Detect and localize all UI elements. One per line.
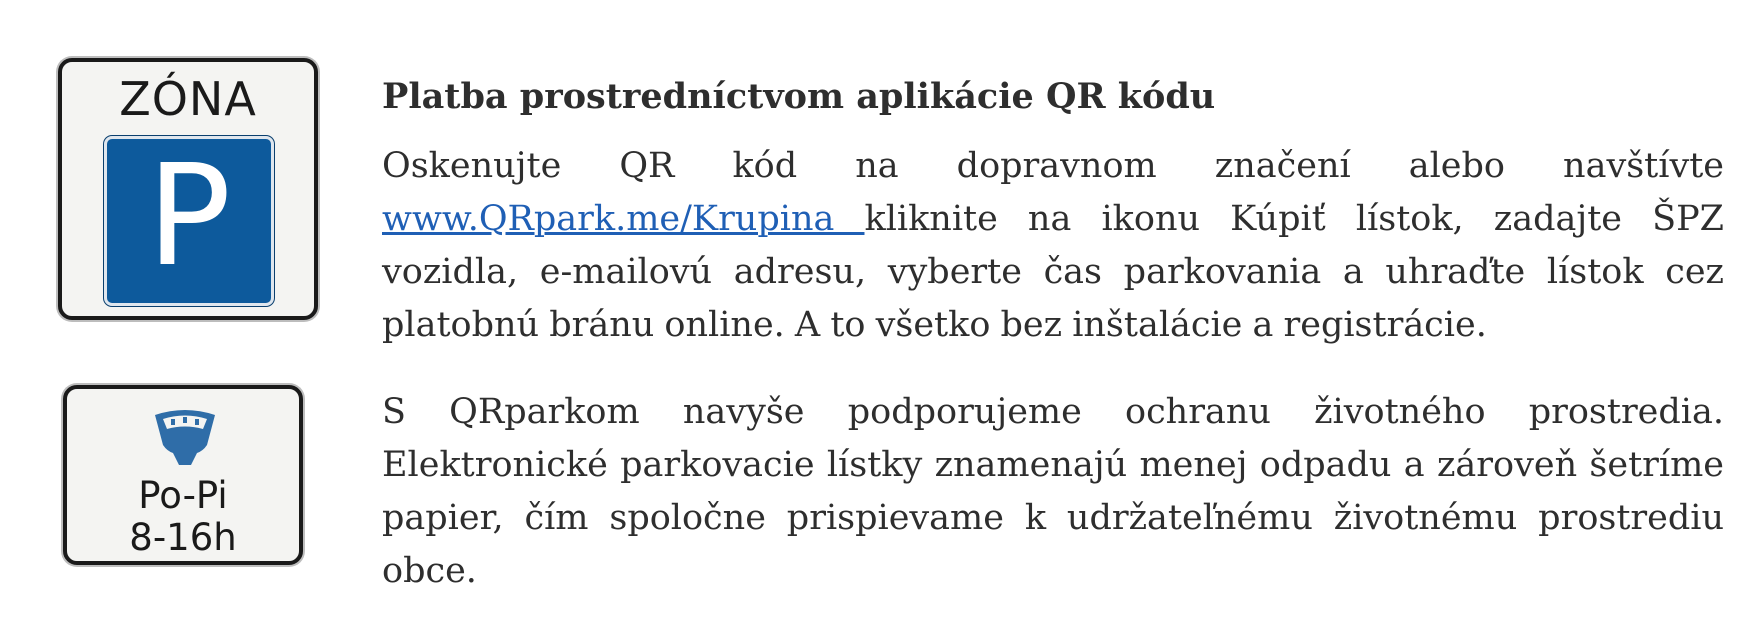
paragraph-environment: S QRparkom navyše podporujeme ochranu životného prostredia. Elektronické parkovacie lístky znamenajú menej odpadu a zároveň šetríme papier, čím spoločne prispievame k udržateľnému životnému prostrediu obce.	[382, 392, 1724, 591]
parking-p-icon	[104, 136, 274, 306]
page-title: Platba prostredníctvom aplikácie QR kódu	[382, 76, 1216, 117]
paragraph-text-before-link: Oskenujte QR kód na dopravnom značení alebo navštívte	[382, 146, 1724, 186]
parking-zone-sign	[58, 58, 318, 320]
parking-hours-sign	[63, 385, 303, 565]
parking-hours: 8-16h	[129, 516, 237, 559]
payment-info	[382, 76, 1724, 598]
parking-p-letter: P	[146, 135, 232, 298]
parking-meter-icon	[151, 407, 219, 467]
parking-days: Po-Pi	[138, 474, 228, 517]
zone-label: ZÓNA	[119, 72, 257, 126]
qrpark-link[interactable]: www.QRpark.me/Krupina	[382, 199, 865, 239]
paragraph-qr-payment	[382, 140, 1724, 352]
paragraph-text-after-link: kliknite na ikonu Kúpiť lístok, zadajte ŠPZ vozidla, e-mailovú adresu, vyberte čas parkovania a uhraďte lístok cez platobnú bránu online. A to všetko bez inštalácie a registrácie.	[382, 199, 1724, 345]
